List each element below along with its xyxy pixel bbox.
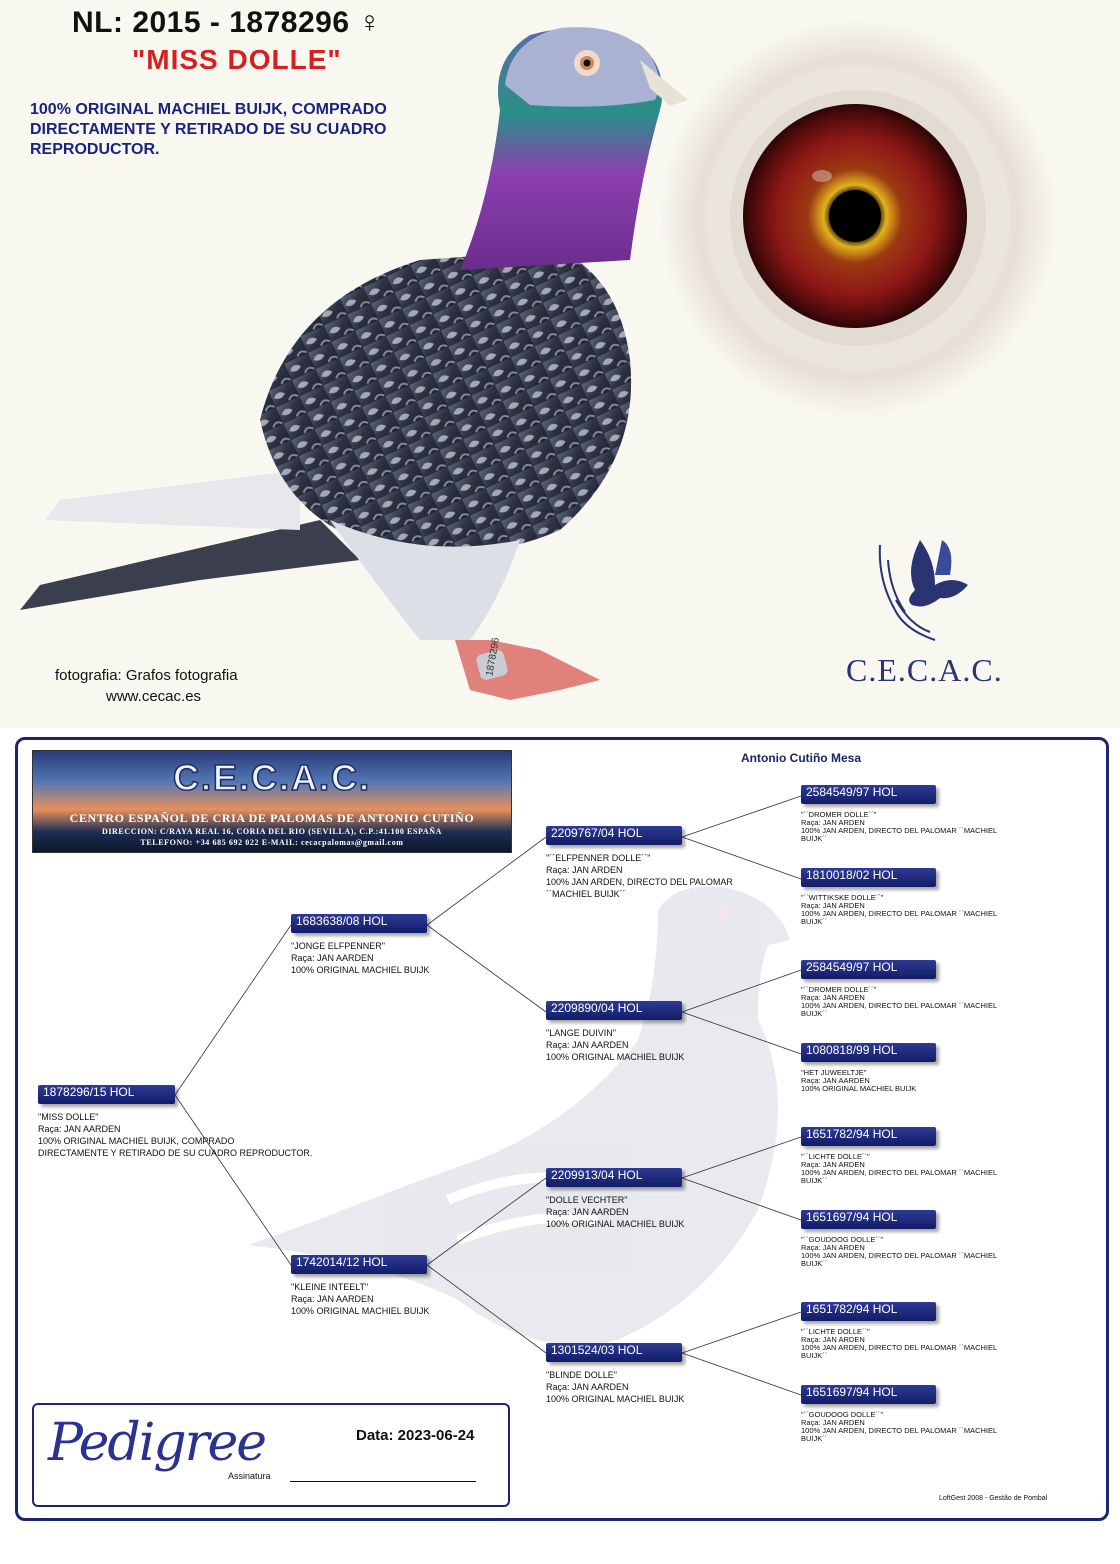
info-great-grandparent-4: [801, 1069, 1016, 1093]
info-line: Raça: JAN AARDEN: [546, 1040, 629, 1050]
signature-line[interactable]: [290, 1481, 476, 1482]
ring-great-grandparent-5[interactable]: 1651782/94 HOL: [801, 1127, 936, 1146]
info-line: Raça: JAN ARDEN: [801, 1418, 865, 1427]
eye-closeup: [658, 18, 1058, 418]
software-credit: LoftGest 2008 - Gestão de Pombal: [939, 1495, 1048, 1502]
info-line: 100% ORIGINAL MACHIEL BUIJK: [546, 1219, 685, 1229]
footer-box: [32, 1403, 510, 1507]
ring-great-grandparent-6[interactable]: 1651697/94 HOL: [801, 1210, 936, 1229]
info-great-grandparent-8: [801, 1411, 1016, 1443]
info-line: "MISS DOLLE": [38, 1112, 99, 1122]
info-line: Raça: JAN AARDEN: [801, 1076, 870, 1085]
info-subject: [38, 1111, 312, 1159]
banner-line-1: CENTRO ESPAÑOL DE CRIA DE PALOMAS DE ANTONIO CUTIÑO: [69, 811, 475, 825]
ring-great-grandparent-2[interactable]: 1810018/02 HOL: [801, 868, 936, 887]
info-grandparent-4: [546, 1369, 684, 1405]
banner-line-2: DIRECCION: C/RAYA REAL 16, CORIA DEL RIO (SEVILLA), C.P.:41.100 ESPAÑA: [101, 827, 443, 836]
info-line: 100% JAN ARDEN, DIRECTO DEL PALOMAR ´´MACHIEL BUIJK´´: [801, 1168, 997, 1185]
info-line: Raça: JAN ARDEN: [801, 1335, 865, 1344]
info-line: "KLEINE INTEELT": [291, 1282, 369, 1292]
info-line: 100% JAN ARDEN, DIRECTO DEL PALOMAR ´´MACHIEL BUIJK´´: [801, 1426, 997, 1443]
info-grandparent-3: [546, 1194, 684, 1230]
info-line: Raça: JAN ARDEN: [546, 865, 623, 875]
info-grandparent-2: [546, 1027, 684, 1063]
pedigree-date: Data: 2023-06-24: [356, 1427, 475, 1444]
pedigree-script-title: Pedigree: [48, 1413, 266, 1473]
info-line: Raça: JAN ARDEN: [801, 993, 865, 1002]
info-great-grandparent-2: [801, 894, 1016, 926]
info-line: 100% ORIGINAL MACHIEL BUIJK, COMPRADO: [38, 1136, 235, 1146]
info-line: "JONGE ELFPENNER": [291, 941, 385, 951]
info-line: "´´GOUDOOG DOLLE´´": [801, 1235, 883, 1244]
info-great-grandparent-3: [801, 986, 1016, 1018]
info-line: "LANGE DUIVIN": [546, 1028, 616, 1038]
info-line: "´´GOUDOOG DOLLE´´": [801, 1410, 883, 1419]
info-line: "BLINDE DOLLE": [546, 1370, 617, 1380]
info-line: Raça: JAN ARDEN: [801, 901, 865, 910]
signature-label: Assinatura: [228, 1471, 271, 1481]
info-line: 100% ORIGINAL MACHIEL BUIJK: [291, 1306, 430, 1316]
pedigree-card: [15, 737, 1109, 1521]
ring-great-grandparent-3[interactable]: 2584549/97 HOL: [801, 960, 936, 979]
info-line: "DOLLE VECHTER": [546, 1195, 628, 1205]
ring-grandparent-4[interactable]: 1301524/03 HOL: [546, 1343, 682, 1362]
info-line: DIRECTAMENTE Y RETIRADO DE SU CUADRO REPRODUCTOR.: [38, 1148, 313, 1158]
info-great-grandparent-7: [801, 1328, 1016, 1360]
info-line: Raça: JAN ARDEN: [801, 1243, 865, 1252]
info-great-grandparent-5: [801, 1153, 1016, 1185]
info-line: 100% JAN ARDEN, DIRECTO DEL PALOMAR ´´MACHIEL BUIJK´´: [801, 1251, 997, 1268]
info-line: "´´LICHTE DOLLE´´": [801, 1327, 870, 1336]
ring-grandparent-1[interactable]: 2209767/04 HOL: [546, 826, 682, 845]
info-line: Raça: JAN AARDEN: [38, 1124, 121, 1134]
info-dam: [291, 1281, 429, 1317]
ring-title: NL: 2015 - 1878296 ♀: [72, 6, 382, 39]
ring-dam[interactable]: 1742014/12 HOL: [291, 1255, 427, 1274]
banner-title: C.E.C.A.C.: [172, 757, 371, 798]
info-line: 100% ORIGINAL MACHIEL BUIJK: [801, 1084, 917, 1093]
ring-grandparent-3[interactable]: 2209913/04 HOL: [546, 1168, 682, 1187]
cecac-logo-bird-icon: [880, 540, 968, 640]
info-line: "´´ELFPENNER DOLLE´´": [546, 853, 651, 863]
info-line: Raça: JAN ARDEN: [801, 1160, 865, 1169]
cecac-banner: [32, 750, 512, 853]
info-line: 100% ORIGINAL MACHIEL BUIJK: [546, 1394, 685, 1404]
info-line: "HET JUWEELTJE": [801, 1068, 867, 1077]
banner-line-3: TELEFONO: +34 685 692 022 E-MAIL: cecacpalomas@gmail.com: [140, 838, 404, 847]
ring-great-grandparent-7[interactable]: 1651782/94 HOL: [801, 1302, 936, 1321]
info-line: 100% JAN ARDEN, DIRECTO DEL PALOMAR ´´MACHIEL BUIJK´´: [801, 909, 997, 926]
website-link[interactable]: www.cecac.es: [106, 688, 202, 705]
info-line: 100% ORIGINAL MACHIEL BUIJK: [291, 965, 430, 975]
ring-subject[interactable]: 1878296/15 HOL: [38, 1085, 175, 1104]
info-line: 100% JAN ARDEN, DIRECTO DEL PALOMAR: [546, 877, 733, 887]
info-line: 100% JAN ARDEN, DIRECTO DEL PALOMAR ´´MACHIEL BUIJK´´: [801, 1343, 997, 1360]
pigeon-description: 100% ORIGINAL MACHIEL BUIJK, COMPRADO DIRECTAMENTE Y RETIRADO DE SU CUADRO REPRODUCTOR.: [30, 101, 387, 158]
info-line: "´´WITTIKSKE DOLLE´´": [801, 893, 884, 902]
info-line: "´´DROMER DOLLE´´": [801, 810, 877, 819]
info-sire: [291, 940, 429, 976]
info-great-grandparent-1: [801, 811, 1016, 843]
info-great-grandparent-6: [801, 1236, 1016, 1268]
info-line: 100% JAN ARDEN, DIRECTO DEL PALOMAR ´´MACHIEL BUIJK´´: [801, 826, 997, 843]
owner-name: Antonio Cutiño Mesa: [741, 751, 861, 765]
pigeon-name: "MISS DOLLE": [132, 44, 342, 75]
info-line: 100% JAN ARDEN, DIRECTO DEL PALOMAR ´´MACHIEL BUIJK´´: [801, 1001, 997, 1018]
brand-name: C.E.C.A.C.: [846, 652, 1003, 688]
info-line: 100% ORIGINAL MACHIEL BUIJK: [546, 1052, 685, 1062]
info-line: Raça: JAN AARDEN: [291, 953, 374, 963]
info-line: "´´DROMER DOLLE´´": [801, 985, 877, 994]
info-line: "´´LICHTE DOLLE´´": [801, 1152, 870, 1161]
info-line: ´´MACHIEL BUIJK´´: [546, 889, 626, 899]
ring-great-grandparent-8[interactable]: 1651697/94 HOL: [801, 1385, 936, 1404]
info-line: Raça: JAN ARDEN: [801, 818, 865, 827]
ring-great-grandparent-1[interactable]: 2584549/97 HOL: [801, 785, 936, 804]
ring-great-grandparent-4[interactable]: 1080818/99 HOL: [801, 1043, 936, 1062]
info-line: Raça: JAN AARDEN: [546, 1382, 629, 1392]
photo-credit: fotografia: Grafos fotografia: [55, 667, 238, 684]
ring-sire[interactable]: 1683638/08 HOL: [291, 914, 427, 933]
info-line: Raça: JAN AARDEN: [291, 1294, 374, 1304]
photo-panel: [0, 0, 1120, 728]
ring-grandparent-2[interactable]: 2209890/04 HOL: [546, 1001, 682, 1020]
leg-ring-text: 1878296: [484, 636, 502, 678]
info-line: Raça: JAN AARDEN: [546, 1207, 629, 1217]
info-grandparent-1: [546, 852, 733, 900]
